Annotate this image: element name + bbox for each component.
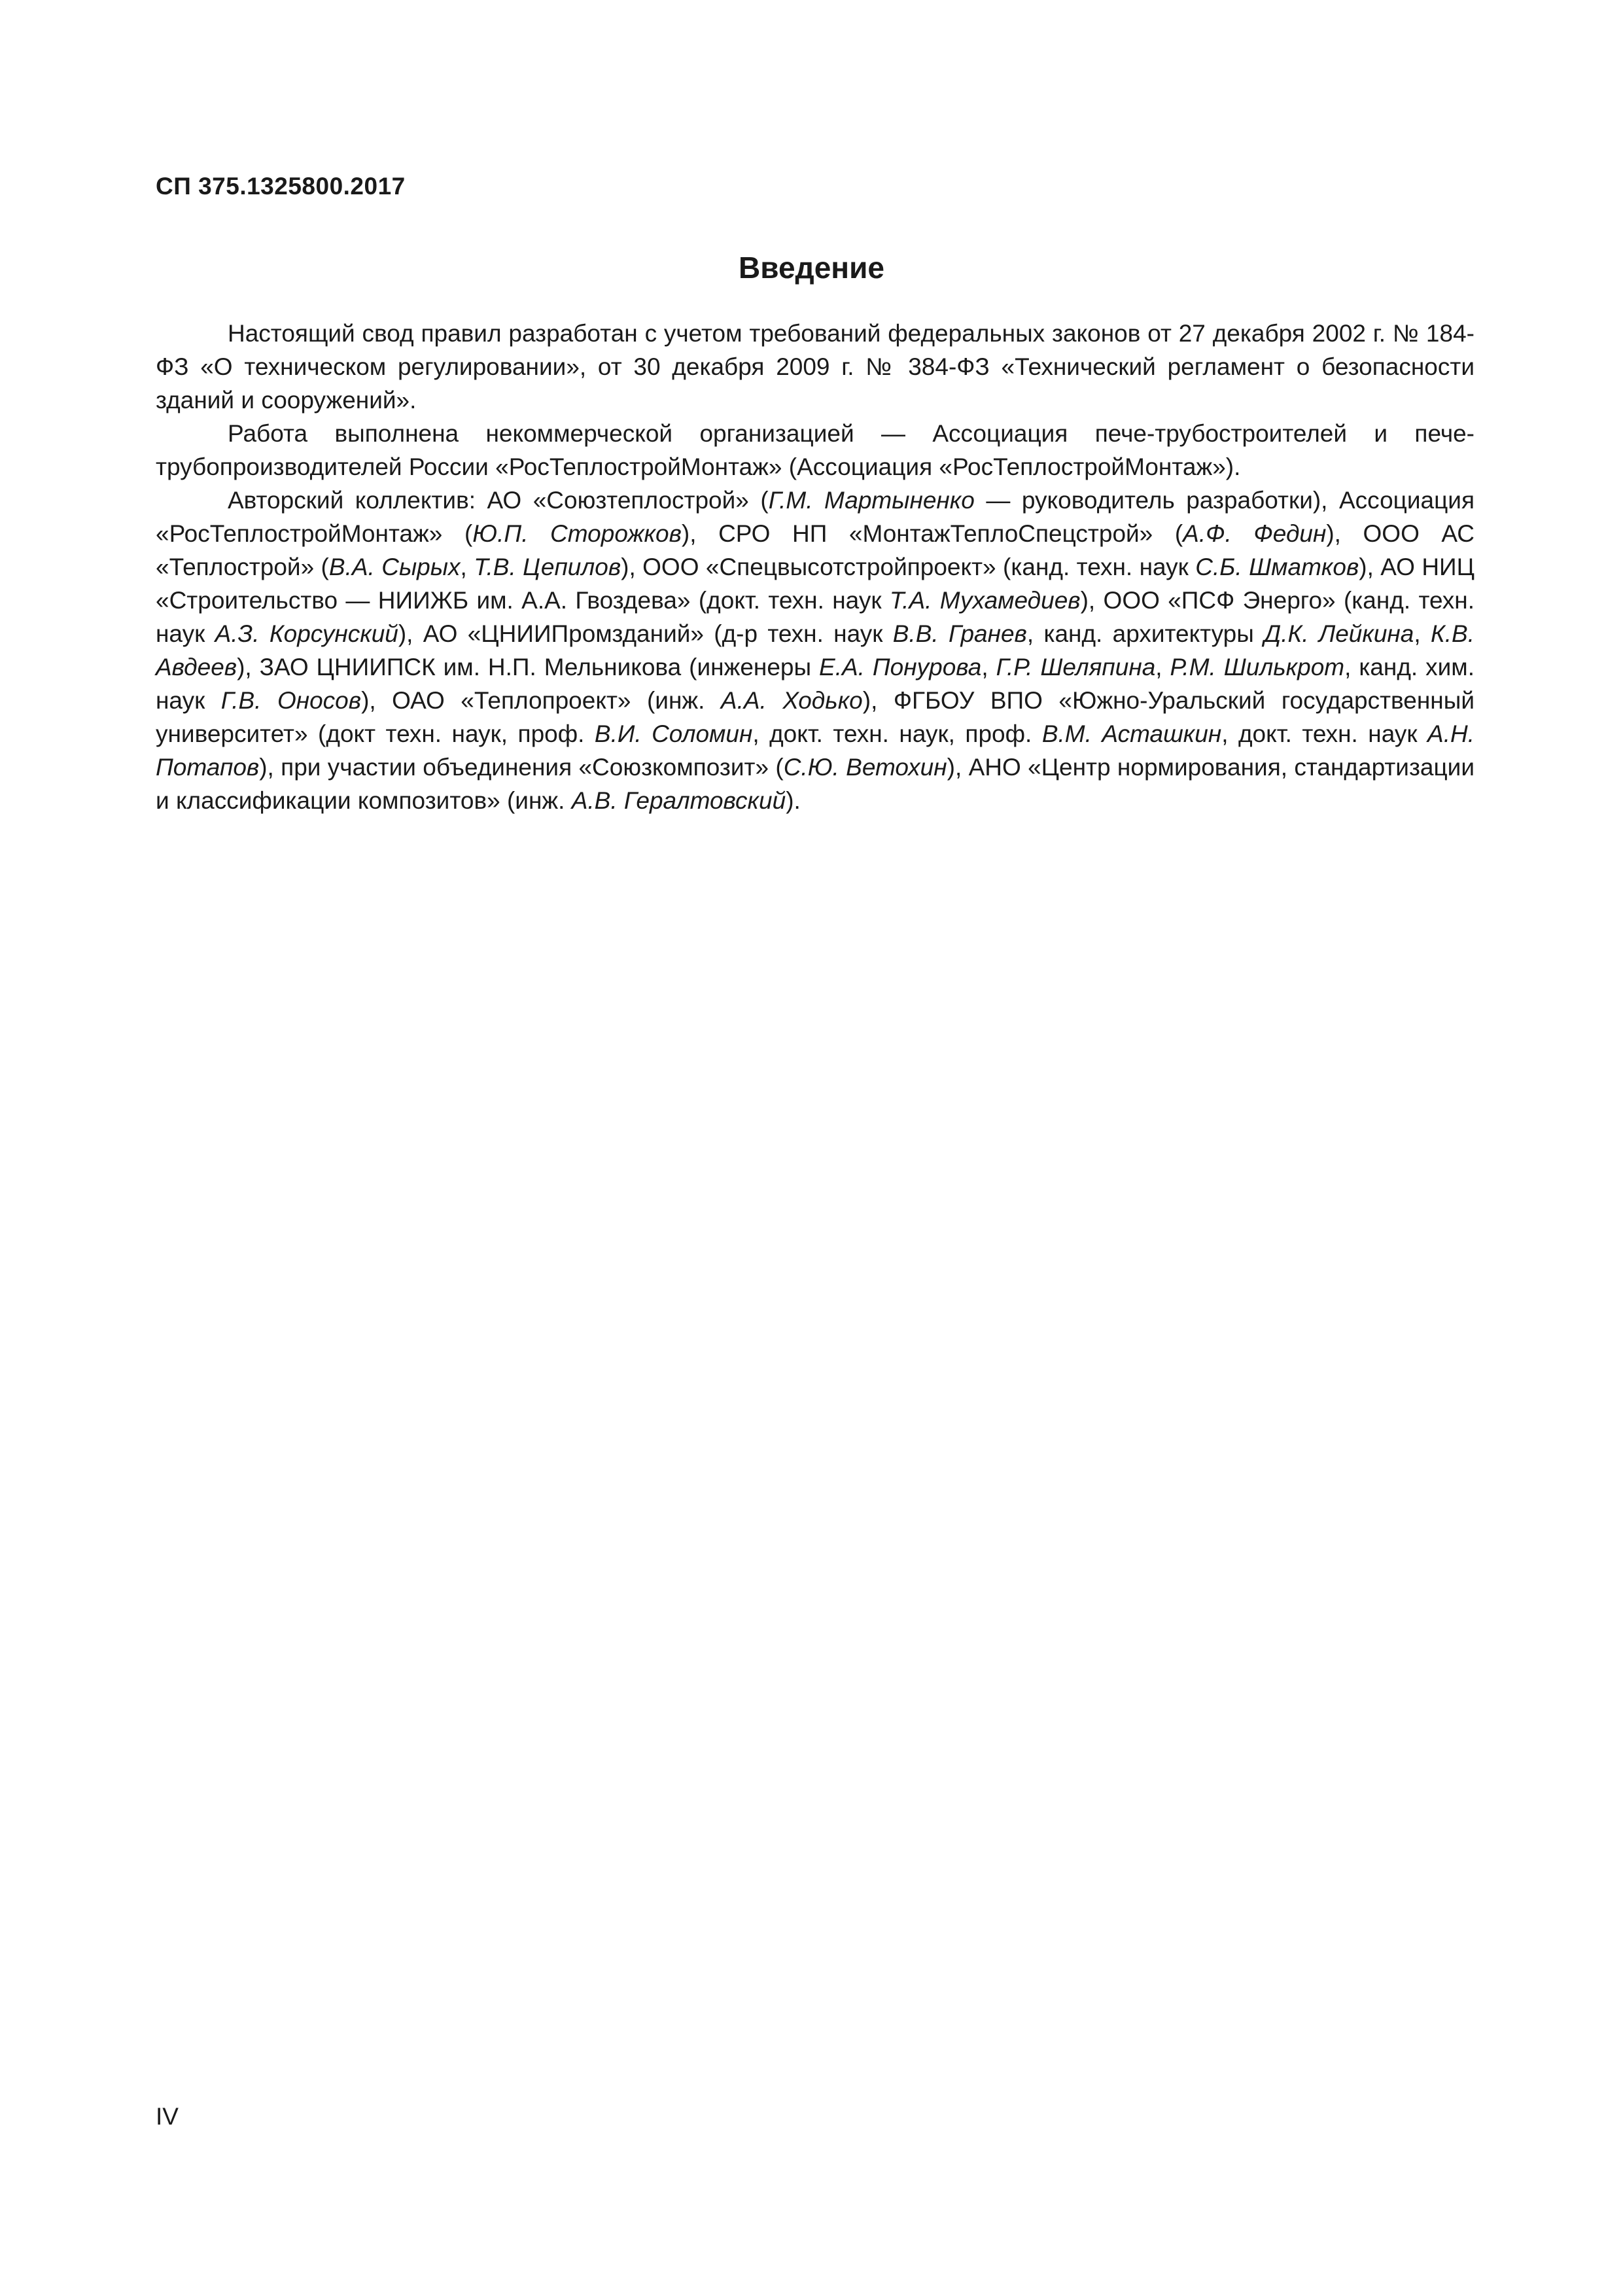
author-name: А.З. Корсунский xyxy=(215,620,398,647)
author-name: Г.Р. Шеляпина xyxy=(996,654,1156,680)
author-name: К.В. Авдеев xyxy=(156,620,1475,680)
author-name: В.В. Гранев xyxy=(892,620,1027,647)
authors-text-38: ), при участии объединения «Союзкомпозит» ( xyxy=(259,754,784,781)
authors-text-6: ), ООО АС «Теплострой» ( xyxy=(156,520,1475,580)
author-name: А.А. Ходько xyxy=(720,687,863,714)
author-name: А.В. Гералтовский xyxy=(571,787,786,814)
authors-text-28: , канд. хим. наук xyxy=(156,654,1475,714)
author-name: Р.М. Шилькрот xyxy=(1170,654,1345,680)
author-name: Е.А. Понурова xyxy=(819,654,982,680)
section-title: Введение xyxy=(739,251,884,285)
paragraph-authors xyxy=(156,484,1475,817)
author-name: Т.В. Цепилов xyxy=(474,554,621,580)
authors-text-30: ), ОАО «Теплопроект» (инж. xyxy=(361,687,721,714)
authors-text-2: — руководитель разработки), Ассоциация «РосТеплостройМонтаж» ( xyxy=(156,487,1475,547)
authors-text-12: ), АО НИЦ «Строительство — НИИЖБ им. А.А. Гвоздева» (докт. техн. наук xyxy=(156,554,1475,614)
author-name: В.А. Сырых xyxy=(328,554,461,580)
author-name: Ю.П. Сторожков xyxy=(472,520,682,547)
author-name: Д.К. Лейкина xyxy=(1264,620,1414,647)
authors-text-8: , xyxy=(460,554,474,580)
authors-text-26: , xyxy=(1155,654,1170,680)
paragraph-legal-basis: Настоящий свод правил разработан с учетом требований федеральных законов от 27 декабря 2002 г. № 184-ФЗ «О техническом регулировании», от 30 декабря 2009 г. № 384-ФЗ «Технический регламент о безопасности зданий и сооружений». xyxy=(156,320,1475,414)
authors-text-0: Авторский коллектив: АО «Союзтеплострой» ( xyxy=(228,487,769,514)
author-name: А.Ф. Федин xyxy=(1183,520,1327,547)
author-name: Г.М. Мартыненко xyxy=(768,487,975,514)
authors-text-22: ), ЗАО ЦНИИПСК им. Н.П. Мельникова (инженеры xyxy=(237,654,820,680)
authors-text-24: , xyxy=(981,654,996,680)
authors-text-10: ), ООО «Спецвысотстройпроект» (канд. техн. наук xyxy=(621,554,1196,580)
authors-text-34: , докт. техн. наук, проф. xyxy=(752,720,1042,747)
authors-text-4: ), СРО НП «МонтажТеплоСпецстрой» ( xyxy=(681,520,1183,547)
authors-text-14: ), ООО «ПСФ Энерго» (канд. техн. наук xyxy=(156,587,1475,647)
author-name: С.Б. Шматков xyxy=(1195,554,1359,580)
authors-text-42: ). xyxy=(786,787,801,814)
authors-text-16: ), АО «ЦНИИПромзданий» (д-р техн. наук xyxy=(398,620,893,647)
author-name: В.М. Асташкин xyxy=(1041,720,1222,747)
paragraph-developer: Работа выполнена некоммерческой организацией — Ассоциация пече-трубостроителей и пече-трубопроизводителей России «РосТеплостройМонтаж» (Ассоциация «РосТеплостройМонтаж»). xyxy=(156,420,1475,480)
authors-text-36: , докт. техн. наук xyxy=(1221,720,1428,747)
author-name: Т.А. Мухамедиев xyxy=(889,587,1081,614)
author-name: А.Н. Потапов xyxy=(156,720,1475,781)
document-code: СП 375.1325800.2017 xyxy=(156,173,406,200)
authors-text-20: , xyxy=(1414,620,1431,647)
author-name: Г.В. Оносов xyxy=(220,687,362,714)
authors-text-32: ), ФГБОУ ВПО «Южно-Уральский государственный университет» (докт техн. наук, проф. xyxy=(156,687,1475,747)
author-name: В.И. Соломин xyxy=(594,720,753,747)
author-name: С.Ю. Ветохин xyxy=(783,754,947,781)
introduction-text xyxy=(156,317,1475,817)
page-number: IV xyxy=(156,2103,179,2130)
authors-text-40: ), АНО «Центр нормирования, стандартизации и классификации композитов» (инж. xyxy=(156,754,1475,814)
authors-text-18: , канд. архитектуры xyxy=(1026,620,1265,647)
